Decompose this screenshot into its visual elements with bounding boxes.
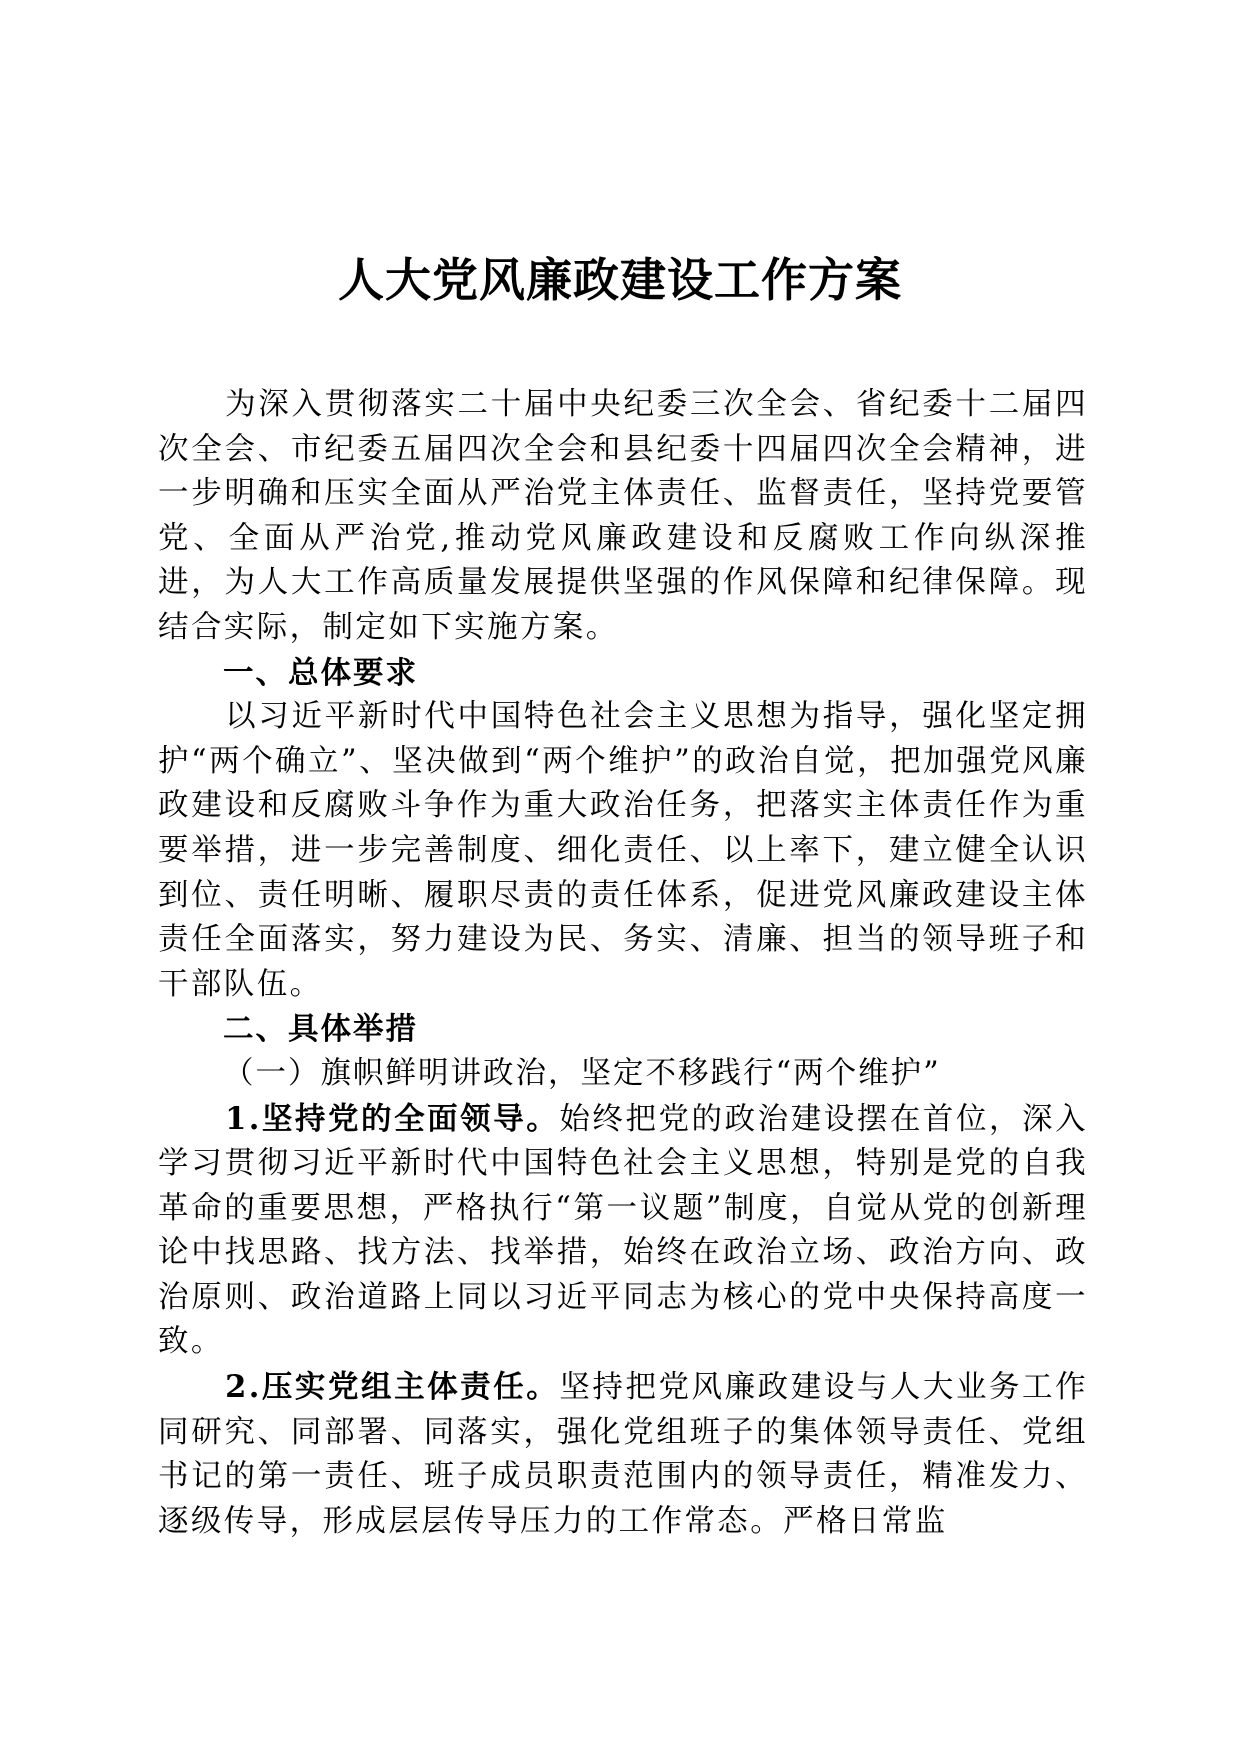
intro-paragraph: 为深入贯彻落实二十届中央纪委三次全会、省纪委十二届四次全会、市纪委五届四次全会和县纪委十四届四次全会精神，进一步明确和压实全面从严治党主体责任、监督责任，坚持党要管党、全面从严治党,推动党风廉政建设和反腐败工作向纵深推进，为人大工作高质量发展提供坚强的作风保障和纪律保障。现结合实际，制定如下实施方案。 xyxy=(158,387,1088,645)
section-heading-general-requirements: 一、总体要求 xyxy=(223,654,418,691)
document-body xyxy=(158,383,1088,1544)
subsection-heading-politics: （一）旗帜鲜明讲政治，坚定不移践行“两个维护” xyxy=(223,1055,941,1091)
measure-paragraph-1 xyxy=(158,1097,1088,1366)
document-title: 人大党风廉政建设工作方案 xyxy=(338,253,902,307)
section-heading-specific-measures: 二、具体举措 xyxy=(223,1011,418,1048)
measure-1-lead: 1.坚持党的全面领导。 xyxy=(225,1100,560,1137)
general-requirements-paragraph: 以习近平新时代中国特色社会主义思想为指导，强化坚定拥护“两个确立”、坚决做到“两个维护”的政治自觉，把加强党风廉政建设和反腐败斗争作为重大政治任务，把落实主体责任作为重要举措，进一步完善制度、细化责任、以上率下，建立健全认识到位、责任明晰、履职尽责的责任体系，促进党风廉政建设主体责任全面落实，努力建设为民、务实、清廉、担当的领导班子和干部队伍。 xyxy=(158,699,1088,1002)
measure-2-lead: 2.压实党组主体责任。 xyxy=(225,1369,560,1406)
measure-1-text: 始终把党的政治建设摆在首位，深入学习贯彻习近平新时代中国特色社会主义思想，特别是党的自我革命的重要思想，严格执行“第一议题”制度，自觉从党的创新理论中找思路、找方法、找举措，始终在政治立场、政治方向、政治原则、政治道路上同以习近平同志为核心的党中央保持高度一致。 xyxy=(158,1101,1088,1360)
measure-2-text: 坚持把党风廉政建设与人大业务工作同研究、同部署、同落实，强化党组班子的集体领导责任、党组书记的第一责任、班子成员职责范围内的领导责任，精准发力、逐级传导，形成层层传导压力的工作常态。严格日常监 xyxy=(158,1370,1088,1539)
measure-paragraph-2 xyxy=(158,1365,1088,1544)
